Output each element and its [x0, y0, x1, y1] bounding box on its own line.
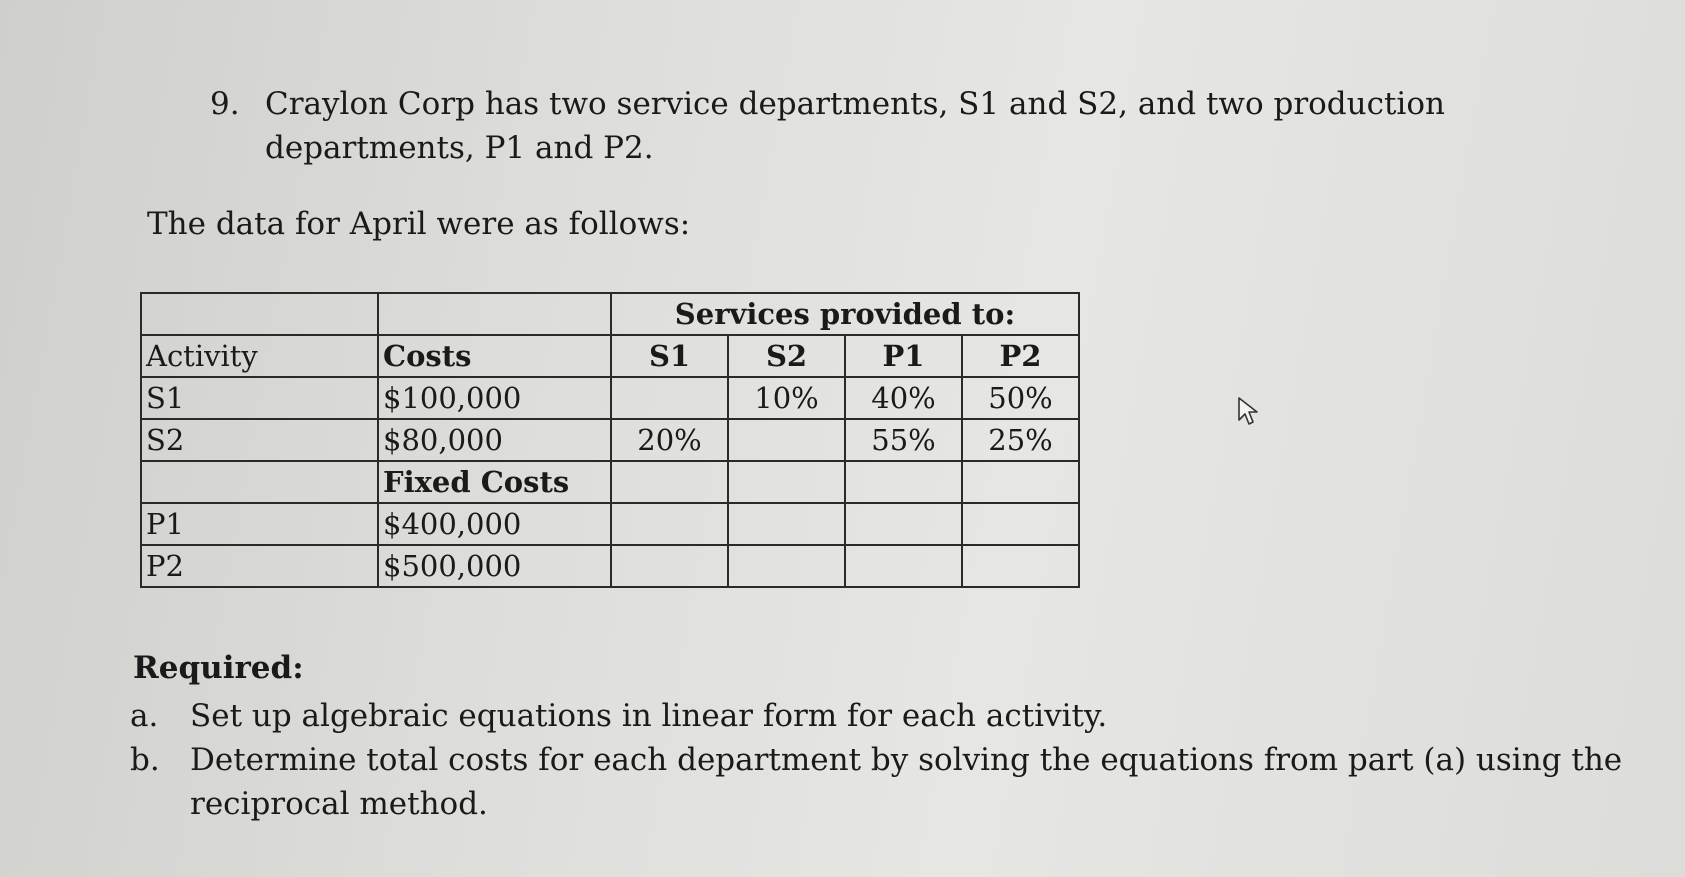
costs-cell: $400,000	[378, 503, 611, 545]
required-item-a	[130, 694, 1660, 738]
s1-cell	[611, 503, 728, 545]
data-table	[140, 292, 1080, 588]
question-number: 9.	[210, 86, 240, 122]
costs-header: Costs	[378, 335, 611, 377]
s1-header: S1	[611, 335, 728, 377]
table-row	[141, 503, 1079, 545]
services-provided-header: Services provided to:	[611, 293, 1079, 335]
table-row	[141, 545, 1079, 587]
activity-cell: P1	[141, 503, 378, 545]
s2-cell	[728, 419, 845, 461]
mouse-pointer-icon	[1237, 396, 1259, 426]
activity-cell: S2	[141, 419, 378, 461]
p2-cell: 25%	[962, 419, 1079, 461]
s1-cell	[611, 461, 728, 503]
p2-cell	[962, 545, 1079, 587]
p1-header: P1	[845, 335, 962, 377]
p1-cell	[845, 503, 962, 545]
activity-cell: P2	[141, 545, 378, 587]
item-marker: a.	[130, 698, 159, 734]
required-item-b	[130, 738, 1660, 826]
activity-header: Activity	[141, 335, 378, 377]
p1-cell: 55%	[845, 419, 962, 461]
item-text: Set up algebraic equations in linear form for each activity.	[190, 698, 1108, 734]
s1-cell	[611, 377, 728, 419]
p2-cell	[962, 461, 1079, 503]
s1-cell: 20%	[611, 419, 728, 461]
table-row	[141, 461, 1079, 503]
costs-cell: $500,000	[378, 545, 611, 587]
s2-cell	[728, 503, 845, 545]
s2-header: S2	[728, 335, 845, 377]
s2-cell	[728, 461, 845, 503]
p2-cell	[962, 503, 1079, 545]
question-block	[210, 82, 1650, 170]
p1-cell	[845, 545, 962, 587]
activity-cell: S1	[141, 377, 378, 419]
required-list	[130, 694, 1660, 826]
table-group-header-row	[141, 293, 1079, 335]
item-marker: b.	[130, 742, 160, 778]
s2-cell	[728, 545, 845, 587]
table-row	[141, 377, 1079, 419]
p1-cell: 40%	[845, 377, 962, 419]
item-text: Determine total costs for each department by solving the equations from part (a) using the reciprocal method.	[190, 742, 1623, 822]
s1-cell	[611, 545, 728, 587]
fixed-costs-label: Fixed Costs	[378, 461, 611, 503]
table-cell	[378, 293, 611, 335]
activity-cell	[141, 461, 378, 503]
p1-cell	[845, 461, 962, 503]
costs-cell: $100,000	[378, 377, 611, 419]
question-text: Craylon Corp has two service departments, S1 and S2, and two production departments, P1 and P2.	[265, 86, 1445, 166]
table-row	[141, 419, 1079, 461]
intro-text: The data for April were as follows:	[147, 206, 691, 242]
p2-cell: 50%	[962, 377, 1079, 419]
costs-cell: $80,000	[378, 419, 611, 461]
table-cell	[141, 293, 378, 335]
table-header-row	[141, 335, 1079, 377]
p2-header: P2	[962, 335, 1079, 377]
s2-cell: 10%	[728, 377, 845, 419]
required-heading: Required:	[133, 650, 304, 686]
